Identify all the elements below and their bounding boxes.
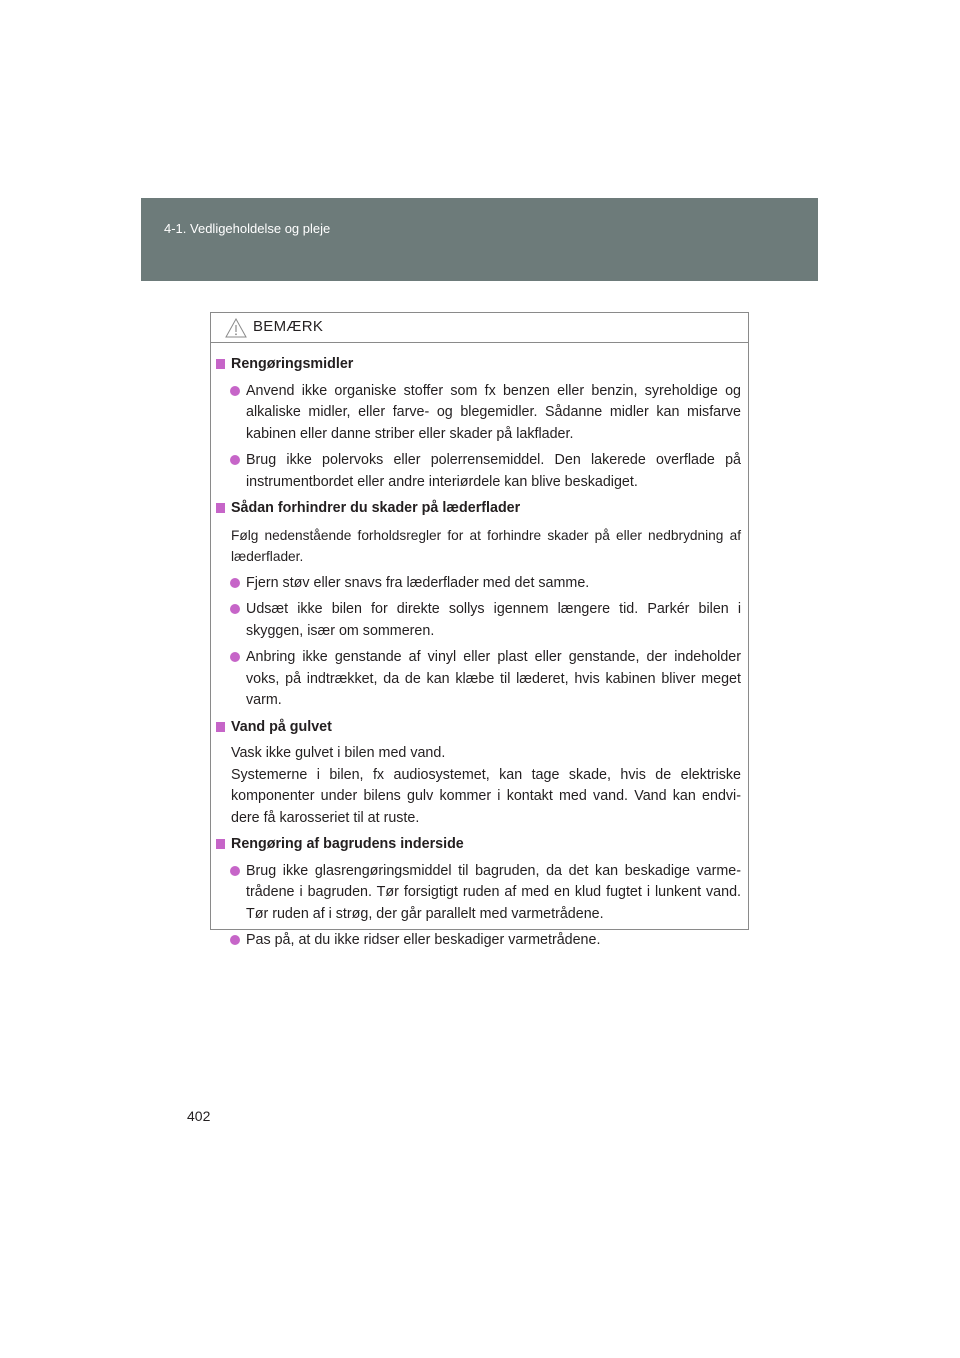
list-item: Anvend ikke organiske stoffer som fx benzen eller benzin, syreholdige og alkaliske midler, eller farve- og blegemidler. Sådanne midler kan misfarve kabinen eller danne striber eller skader på lakflader. <box>216 381 741 446</box>
round-bullet-icon <box>230 386 240 396</box>
square-bullet-icon <box>216 359 225 369</box>
warning-triangle-icon <box>225 318 247 338</box>
list-item: Pas på, at du ikke ridser eller beskadiger varmetrådene. <box>216 930 741 952</box>
chapter-header-band <box>141 198 818 281</box>
round-bullet-icon <box>230 935 240 945</box>
round-bullet-icon <box>230 455 240 465</box>
section-heading: Rengøringsmidler <box>216 354 741 376</box>
page-number: 402 <box>187 1108 211 1124</box>
round-bullet-icon <box>230 652 240 662</box>
list-item: Anbring ikke genstande af vinyl eller plast eller genstande, der indeholder voks, på indtrækket, da de kan klæbe til læderet, hvis kabinen bliver meget varm. <box>216 647 741 712</box>
section-heading: Vand på gulvet <box>216 717 741 739</box>
square-bullet-icon <box>216 503 225 513</box>
square-bullet-icon <box>216 722 225 732</box>
notice-title: BEMÆRK <box>253 318 324 335</box>
section-title: 4-1. Vedligeholdelse og pleje <box>164 221 331 236</box>
round-bullet-icon <box>230 578 240 588</box>
notice-box <box>210 312 749 948</box>
section-intro: Følg nedenstående forholdsregler for at forhindre skader på eller nedbrydning af læderflader. <box>231 527 741 564</box>
list-item: Fjern støv eller snavs fra læderflader med det samme. <box>216 573 741 595</box>
list-item: Brug ikke polervoks eller polerrensemiddel. Den lakerede overflade på instrumentbordet eller andre interiørdele kan blive beskadiget. <box>216 450 741 493</box>
text-line: Vask ikke gulvet i bilen med vand. <box>231 745 446 761</box>
notice-body <box>211 343 748 952</box>
list-item: Udsæt ikke bilen for direkte sollys igennem længere tid. Parkér bilen i skyggen, især om sommeren. <box>216 599 741 642</box>
notice-header <box>211 313 748 343</box>
round-bullet-icon <box>230 604 240 614</box>
section-heading: Rengøring af bagrudens inderside <box>216 834 741 856</box>
square-bullet-icon <box>216 839 225 849</box>
section-heading: Sådan forhindrer du skader på læderflader <box>216 498 741 520</box>
section-text <box>216 743 741 829</box>
round-bullet-icon <box>230 866 240 876</box>
text-line: Systemerne i bilen, fx audiosystemet, kan tage skade, hvis de elektriske komponenter under bilens gulv kommer i kontakt med vand. Vand kan endvi-dere få karosseriet til at ruste. <box>231 766 741 826</box>
list-item: Brug ikke glasrengøringsmiddel til bagruden, da det kan beskadige varme-trådene i bagruden. Tør forsigtigt ruden af med en klud fugtet i lunkent vand. Tør ruden af i strøg, der går parallelt med varmetrådene. <box>216 861 741 926</box>
